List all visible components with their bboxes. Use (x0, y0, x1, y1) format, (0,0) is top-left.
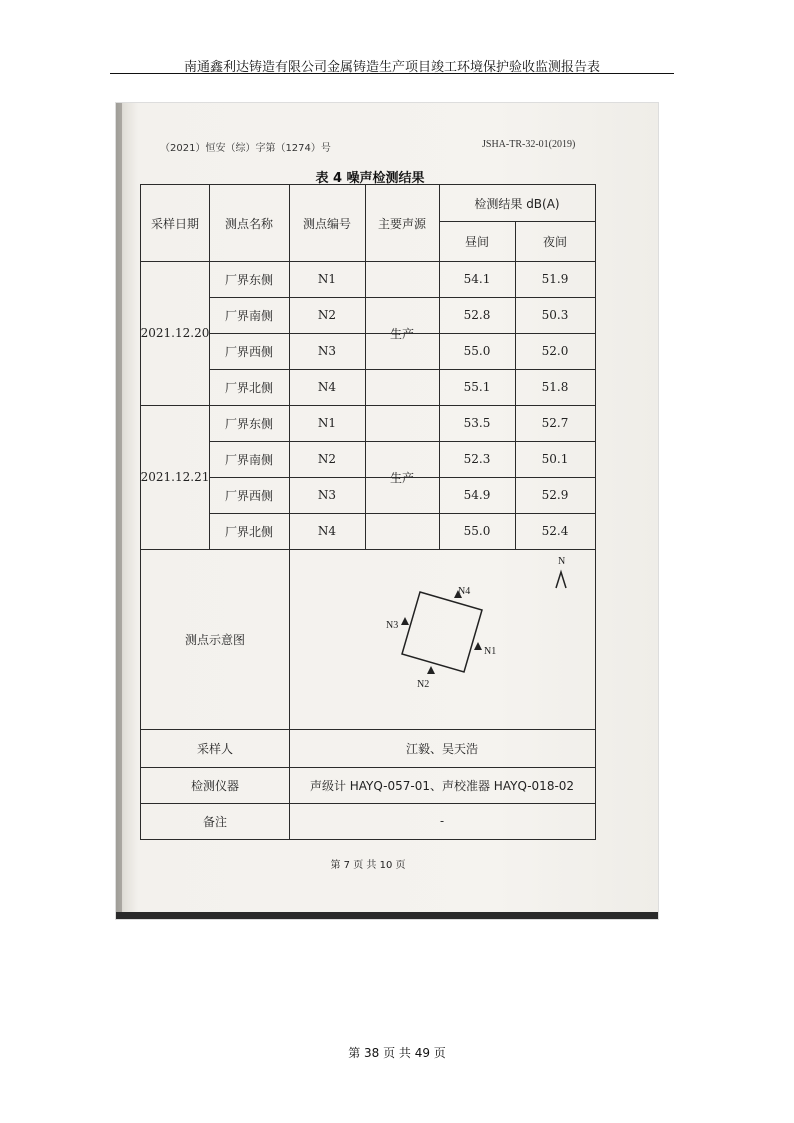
night-value: 52.4 (541, 524, 569, 538)
marker-n3-triangle (401, 617, 409, 625)
form-code: JSHA-TR-32-01(2019) (482, 139, 576, 150)
point-id: N2 (317, 308, 337, 322)
day-value: 53.5 (463, 416, 491, 430)
measurement-point-diagram (292, 550, 596, 728)
header-result: 检测结果 dB(A) (474, 196, 560, 211)
day-value: 54.1 (463, 272, 491, 286)
report-reference-number: （2021）恒安（综）字第（1274）号 (160, 143, 331, 154)
label-n3: N3 (386, 620, 399, 631)
scan-binding-shadow (116, 103, 122, 919)
night-value: 51.9 (541, 272, 569, 286)
night-value: 52.9 (541, 488, 569, 502)
point-name: 厂界东侧 (224, 272, 273, 287)
point-id: N3 (317, 344, 337, 358)
north-arrow-icon (556, 572, 566, 588)
point-name: 厂界西侧 (224, 344, 273, 359)
label-n1: N1 (484, 646, 497, 657)
night-value: 52.7 (541, 416, 569, 430)
main-source: 生产 (389, 326, 414, 341)
night-value: 50.1 (541, 452, 569, 466)
instrument-value: 声级计 HAYQ-057-01、声校准器 HAYQ-018-02 (309, 778, 575, 793)
table-title: 表 4 噪声检测结果 (315, 171, 425, 186)
main-source: 生产 (389, 470, 414, 485)
marker-n1-triangle (474, 642, 482, 650)
night-value: 50.3 (541, 308, 569, 322)
point-id: N2 (317, 452, 337, 466)
factory-boundary (402, 592, 482, 672)
day-value: 55.1 (463, 380, 491, 394)
header-day: 昼间 (464, 234, 489, 249)
point-name: 厂界北侧 (224, 380, 273, 395)
night-value: 51.8 (541, 380, 569, 394)
diagram-label: 测点示意图 (184, 632, 245, 647)
point-name: 厂界西侧 (224, 488, 273, 503)
sampling-date: 2021.12.20 (140, 326, 210, 340)
noise-result-table (140, 184, 596, 840)
remarks-label: 备注 (202, 814, 227, 829)
report-page-number: 第 38 页 共 49 页 (348, 1046, 446, 1060)
sampler-label: 采样人 (196, 741, 233, 756)
point-name: 厂界南侧 (224, 308, 273, 323)
day-value: 55.0 (463, 344, 491, 358)
sampling-date: 2021.12.21 (140, 470, 210, 484)
label-n2: N2 (417, 679, 430, 690)
point-name: 厂界南侧 (224, 452, 273, 467)
header-sampling-date: 采样日期 (150, 216, 199, 231)
day-value: 52.3 (463, 452, 491, 466)
report-header-title: 南通鑫利达铸造有限公司金属铸造生产项目竣工环境保护验收监测报告表 (183, 60, 600, 75)
header-main-source: 主要声源 (377, 216, 426, 231)
point-name: 厂界东侧 (224, 416, 273, 431)
scanned-page-number: 第 7 页 共 10 页 (330, 860, 406, 871)
header-point-id: 测点编号 (302, 216, 351, 231)
point-id: N4 (317, 524, 337, 538)
point-id: N3 (317, 488, 337, 502)
sampler-value: 江毅、吴天浩 (405, 741, 478, 756)
point-id: N1 (317, 272, 337, 286)
header-point-name: 测点名称 (224, 216, 273, 231)
header-night: 夜间 (542, 234, 567, 249)
point-id: N4 (317, 380, 337, 394)
marker-n2-triangle (427, 666, 435, 674)
point-name: 厂界北侧 (224, 524, 273, 539)
day-value: 52.8 (463, 308, 491, 322)
day-value: 55.0 (463, 524, 491, 538)
scan-bottom-edge (116, 912, 658, 919)
north-label: N (558, 556, 566, 567)
night-value: 52.0 (541, 344, 569, 358)
remarks-value: - (439, 814, 445, 828)
instrument-label: 检测仪器 (190, 778, 239, 793)
label-n4: N4 (458, 586, 471, 597)
day-value: 54.9 (463, 488, 491, 502)
point-id: N1 (317, 416, 337, 430)
header-rule (110, 73, 674, 74)
